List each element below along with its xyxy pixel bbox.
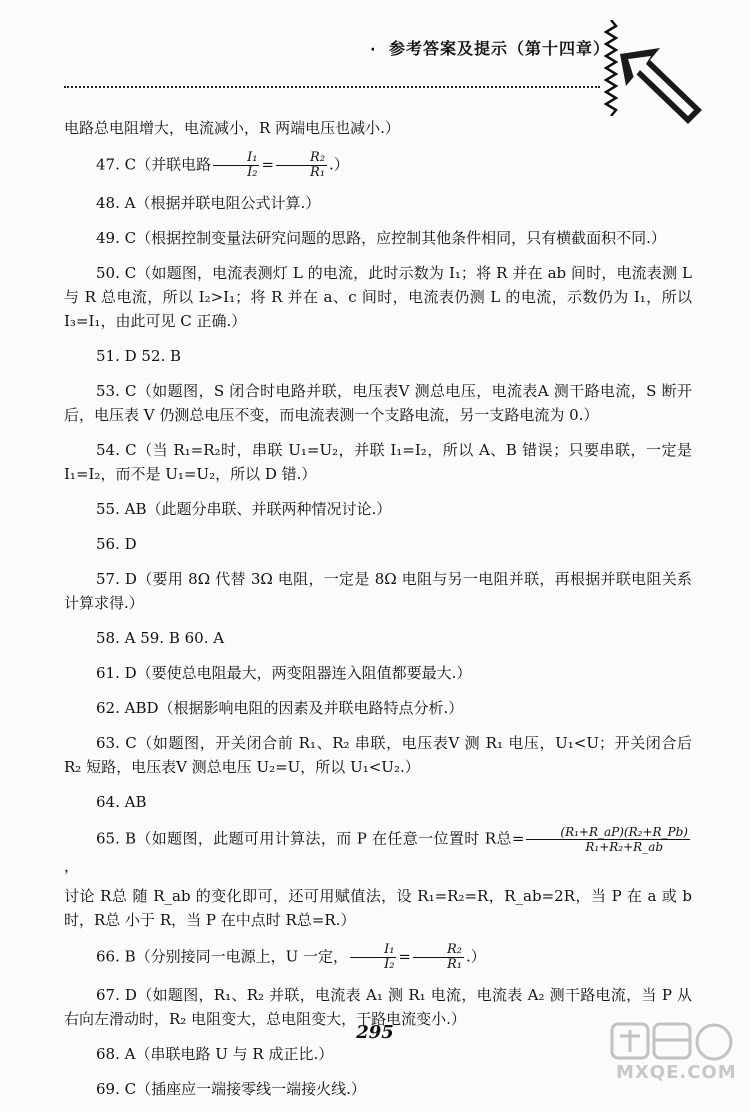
answer-continuation: 讨论 R总 随 R_ab 的变化即可，还可用赋值法，设 R₁=R₂=R，R_ab=2R，当 P 在 a 或 b 时，R总 小于 R，当 P 在中点时 R总=R.） — [64, 887, 692, 929]
answer-item: 57. D（要用 8Ω 代替 3Ω 电阻，一定是 8Ω 电阻与另一电阻并联，再根据并联电阻关系计算求得.） — [64, 570, 692, 612]
equals-sign: = — [398, 947, 411, 966]
header-dotted-rule — [64, 86, 600, 88]
fraction-numerator: I₁ — [350, 943, 396, 958]
header-title-text: 参考答案及提示（第十四章） — [388, 39, 610, 58]
answer-text: 65. B（如题图，此题可用计算法，而 P 在任意一位置时 R总= — [96, 829, 525, 848]
fraction-denominator: R₁ — [447, 957, 462, 972]
answer-item: 53. C（如题图，S 闭合时电路并联，电压表V 测总电压，电流表A 测干路电流，S 断开后，电压表 V 仍测总电压不变，而电流表测一个支路电流，另一支路电流为 0.） — [64, 382, 692, 424]
answer-item — [64, 151, 692, 180]
answer-item: 49. C（根据控制变量法研究问题的思路，应控制其他条件相同，只有横截面积不同.） — [96, 229, 666, 247]
fraction-denominator: R₁+R₂+R_ab — [585, 840, 664, 854]
answer-item: 62. ABD（根据影响电阻的因素及并联电路特点分析.） — [96, 699, 464, 717]
answer-item: 64. AB — [96, 793, 147, 811]
header-title — [370, 36, 610, 59]
answer-item: 69. C（插座应一端接零线一端接火线.） — [96, 1080, 366, 1098]
answer-item: 56. D — [96, 535, 137, 553]
equals-sign: = — [261, 155, 275, 174]
header-dots: · — [370, 42, 377, 58]
watermark-text: MXQE.COM — [616, 1062, 737, 1083]
page-number: 295 — [356, 1022, 394, 1043]
answer-item: 51. D 52. B — [96, 347, 182, 365]
answer-text: 47. C（并联电路 — [96, 155, 212, 174]
fraction — [350, 943, 396, 972]
answer-item: 58. A 59. B 60. A — [96, 629, 225, 647]
answer-item: 48. A（根据并联电阻公式计算.） — [96, 194, 321, 212]
answer-item: 电路总电阻增大，电流减小，R 两端电压也减小.） — [64, 119, 400, 137]
fraction — [413, 943, 464, 972]
answer-item — [64, 825, 692, 932]
fraction — [213, 151, 259, 180]
answer-item: 67. D（如题图，R₁、R₂ 并联，电流表 A₁ 测 R₁ 电流，电流表 A₂ 测干路电流，当 P 从右向左滑动时，R₂ 电阻变大，总电阻变大，干路电流变小.） — [64, 986, 692, 1028]
fraction-denominator: I₂ — [384, 957, 395, 972]
answer-item: 50. C（如题图，电流表测灯 L 的电流，此时示数为 I₁；将 R 并在 ab 间时，电流表测 L 与 R 总电流，所以 I₂>I₁；将 R 并在 a、c 间时，电流表仍测 L 的电流，示数仍为 I₁，所以 I₃=I₁，由此可见 C 正确.） — [64, 264, 692, 330]
answer-item: 55. AB（此题分串联、并联两种情况讨论.） — [96, 500, 392, 518]
answer-item: 61. D（要使总电阻最大，两变阻器连入阻值都要最大.） — [96, 664, 472, 682]
answer-text: .） — [329, 155, 349, 174]
answer-text: 66. B（分别接同一电源上，U 一定， — [96, 947, 349, 966]
answer-text: .） — [466, 947, 486, 966]
watermark-logo-icon — [542, 1018, 742, 1062]
answer-text: ， — [64, 857, 80, 875]
fraction-numerator: (R₁+R_aP)(R₂+R_Pb) — [526, 825, 690, 840]
answer-list — [64, 116, 692, 1112]
fraction-denominator: R₁ — [310, 165, 326, 180]
fraction — [276, 151, 327, 180]
answer-item: 63. C（如题图，开关闭合前 R₁、R₂ 串联，电压表V 测 R₁ 电压，U₁<U；开关闭合后 R₂ 短路，电压表V 测总电压 U₂=U，所以 U₁<U₂.） — [64, 734, 692, 776]
fraction-numerator: I₁ — [213, 151, 259, 166]
answer-item: 54. C（当 R₁=R₂时，串联 U₁=U₂，并联 I₁=I₂，所以 A、B 错误；只要串联，一定是 I₁=I₂，而不是 U₁=U₂，所以 D 错.） — [64, 441, 692, 483]
fraction-denominator: I₂ — [247, 165, 258, 180]
fraction-numerator: R₂ — [276, 151, 327, 166]
answer-item: 68. A（串联电路 U 与 R 成正比.） — [96, 1045, 334, 1063]
watermark — [542, 1018, 742, 1084]
fraction-numerator: R₂ — [413, 943, 464, 958]
answer-item — [64, 943, 692, 972]
fraction — [526, 825, 690, 854]
